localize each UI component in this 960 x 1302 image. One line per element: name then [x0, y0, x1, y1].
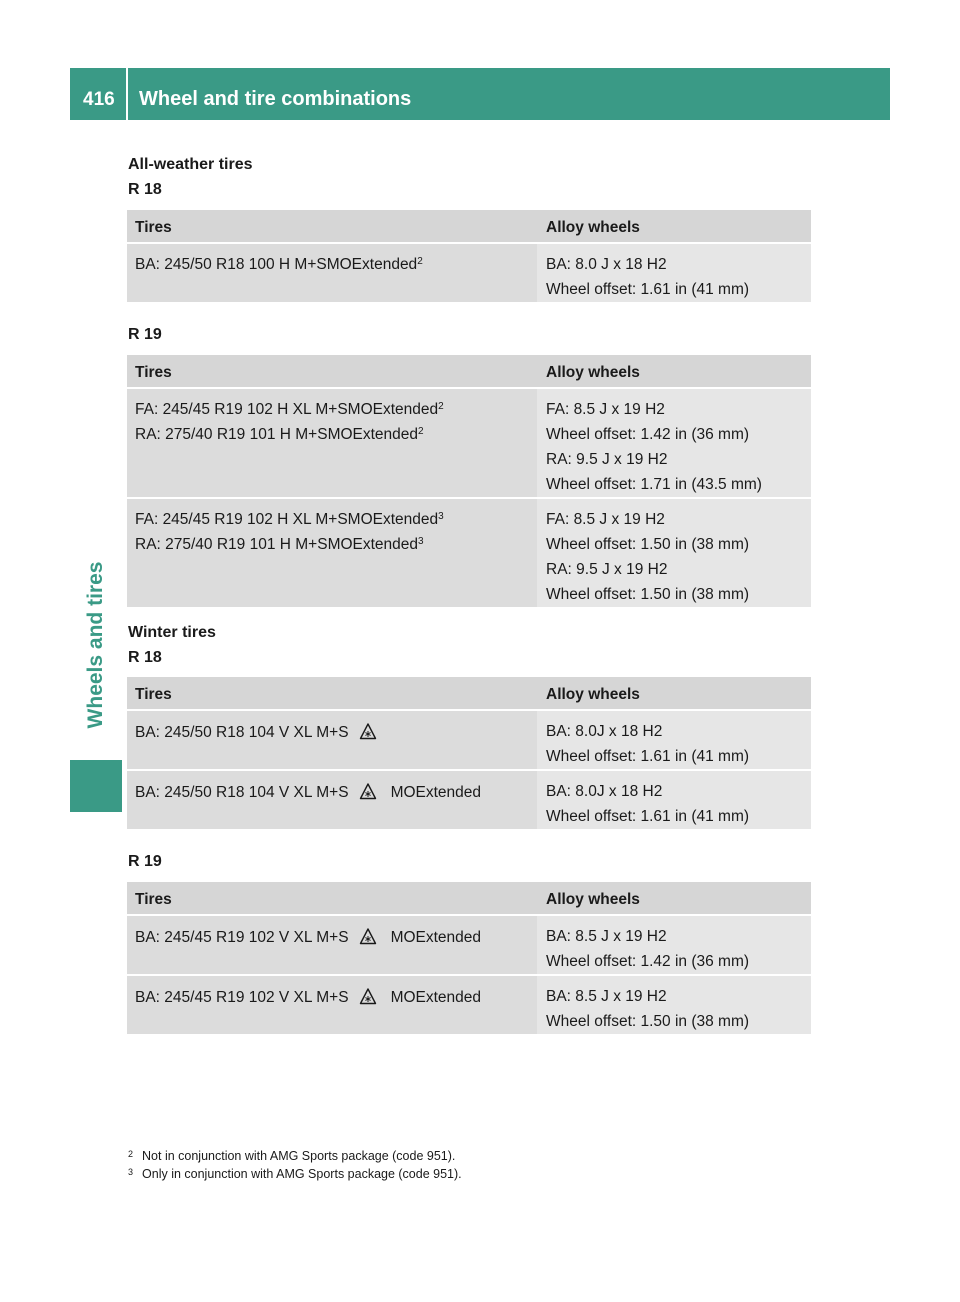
tires-column-header: Tires [135, 219, 172, 236]
wheel-spec: FA: 8.5 J x 19 H2 [546, 511, 665, 528]
winter-r18-table [127, 677, 811, 831]
wheels-cell [537, 976, 811, 1034]
table-row [127, 916, 811, 974]
winter-r19-table [127, 882, 811, 1036]
wheels-cell [537, 711, 811, 769]
wheel-offset: Wheel offset: 1.61 in (41 mm) [546, 748, 750, 765]
wheels-cell [537, 499, 811, 607]
footnote: $^3$ Only in conjunction with AMG Sports package (code 951). [128, 1167, 462, 1181]
tires-column-header: Tires [135, 364, 172, 381]
snowflake-mountain-icon [359, 722, 377, 740]
wheel-offset: Wheel offset: 1.50 in (38 mm) [546, 1013, 750, 1030]
footnotes [128, 1148, 462, 1184]
wheel-spec: BA: 8.0 J x 18 H2 [546, 256, 667, 273]
tires-column-header: Tires [135, 686, 172, 703]
all-weather-r19-table [127, 355, 811, 609]
table-header [127, 355, 811, 387]
wheel-spec: BA: 8.5 J x 19 H2 [546, 928, 667, 945]
table-header [127, 677, 811, 709]
tire-spec: RA: 275/40 R19 101 H M+SMOExtended$^2$ [135, 426, 424, 443]
wheels-cell [537, 389, 811, 497]
table-row [127, 711, 811, 769]
table-row [127, 389, 811, 497]
tires-cell [127, 389, 537, 497]
winter-r18-label: R 18 [128, 649, 162, 666]
wheel-offset: Wheel offset: 1.42 in (36 mm) [546, 953, 750, 970]
tire-spec: BA: 245/50 R18 104 V XL M+S [135, 722, 529, 747]
table-row [127, 244, 811, 302]
wheel-spec: BA: 8.0J x 18 H2 [546, 723, 663, 740]
wheels-column-header: Alloy wheels [546, 364, 640, 381]
wheels-column-header: Alloy wheels [546, 219, 640, 236]
snowflake-mountain-icon [359, 927, 377, 945]
wheel-spec: RA: 9.5 J x 19 H2 [546, 561, 668, 578]
wheel-spec: RA: 9.5 J x 19 H2 [546, 451, 668, 468]
winter-r19-label: R 19 [128, 853, 162, 870]
side-tab-label: Wheels and tires [84, 561, 107, 729]
all-weather-r18-table [127, 210, 811, 304]
wheel-spec: FA: 8.5 J x 19 H2 [546, 401, 665, 418]
table-header [127, 882, 811, 914]
tires-cell [127, 976, 537, 1034]
table-row [127, 499, 811, 607]
tire-spec: FA: 245/45 R19 102 H XL M+SMOExtended$^3$ [135, 511, 444, 528]
table-row [127, 771, 811, 829]
wheels-column-header: Alloy wheels [546, 686, 640, 703]
wheel-spec: BA: 8.0J x 18 H2 [546, 783, 663, 800]
wheels-cell [537, 771, 811, 829]
tires-cell [127, 499, 537, 607]
tires-cell [127, 916, 537, 974]
tires-cell [127, 771, 537, 829]
tire-spec: RA: 275/40 R19 101 H M+SMOExtended$^3$ [135, 536, 424, 553]
wheels-cell [537, 916, 811, 974]
side-tab [70, 540, 122, 750]
tire-spec: FA: 245/45 R19 102 H XL M+SMOExtended$^2$ [135, 401, 444, 418]
wheel-offset: Wheel offset: 1.50 in (38 mm) [546, 586, 750, 603]
tire-spec: BA: 245/50 R18 104 V XL M+S MOExtended [135, 784, 482, 801]
page-header [70, 68, 890, 120]
wheels-cell [537, 244, 811, 302]
snowflake-mountain-icon [359, 782, 377, 800]
all-weather-heading: All-weather tires [128, 156, 253, 173]
tire-spec: BA: 245/45 R19 102 V XL M+S MOExtended [135, 989, 482, 1006]
wheel-offset: Wheel offset: 1.61 in (41 mm) [546, 281, 750, 298]
side-tab-marker [70, 760, 122, 812]
winter-heading: Winter tires [128, 624, 216, 641]
wheel-offset: Wheel offset: 1.61 in (41 mm) [546, 808, 750, 825]
page-title: Wheel and tire combinations [128, 68, 890, 120]
wheel-offset: Wheel offset: 1.71 in (43.5 mm) [546, 476, 762, 493]
tire-spec: BA: 245/50 R18 100 H M+SMOExtended$^2$ [135, 256, 423, 273]
table-header [127, 210, 811, 242]
wheel-offset: Wheel offset: 1.42 in (36 mm) [546, 426, 750, 443]
snowflake-mountain-icon [359, 987, 377, 1005]
table-row [127, 976, 811, 1034]
wheel-offset: Wheel offset: 1.50 in (38 mm) [546, 536, 750, 553]
footnote: $^2$ Not in conjunction with AMG Sports package (code 951). [128, 1149, 456, 1163]
all-weather-r19-label: R 19 [128, 326, 162, 343]
tires-cell [127, 244, 537, 302]
tire-spec: BA: 245/45 R19 102 V XL M+S MOExtended [135, 929, 482, 946]
tires-cell [127, 711, 537, 769]
wheels-column-header: Alloy wheels [546, 891, 640, 908]
all-weather-r18-label: R 18 [128, 181, 162, 198]
page-number: 416 [70, 68, 126, 120]
wheel-spec: BA: 8.5 J x 19 H2 [546, 988, 667, 1005]
tires-column-header: Tires [135, 891, 172, 908]
